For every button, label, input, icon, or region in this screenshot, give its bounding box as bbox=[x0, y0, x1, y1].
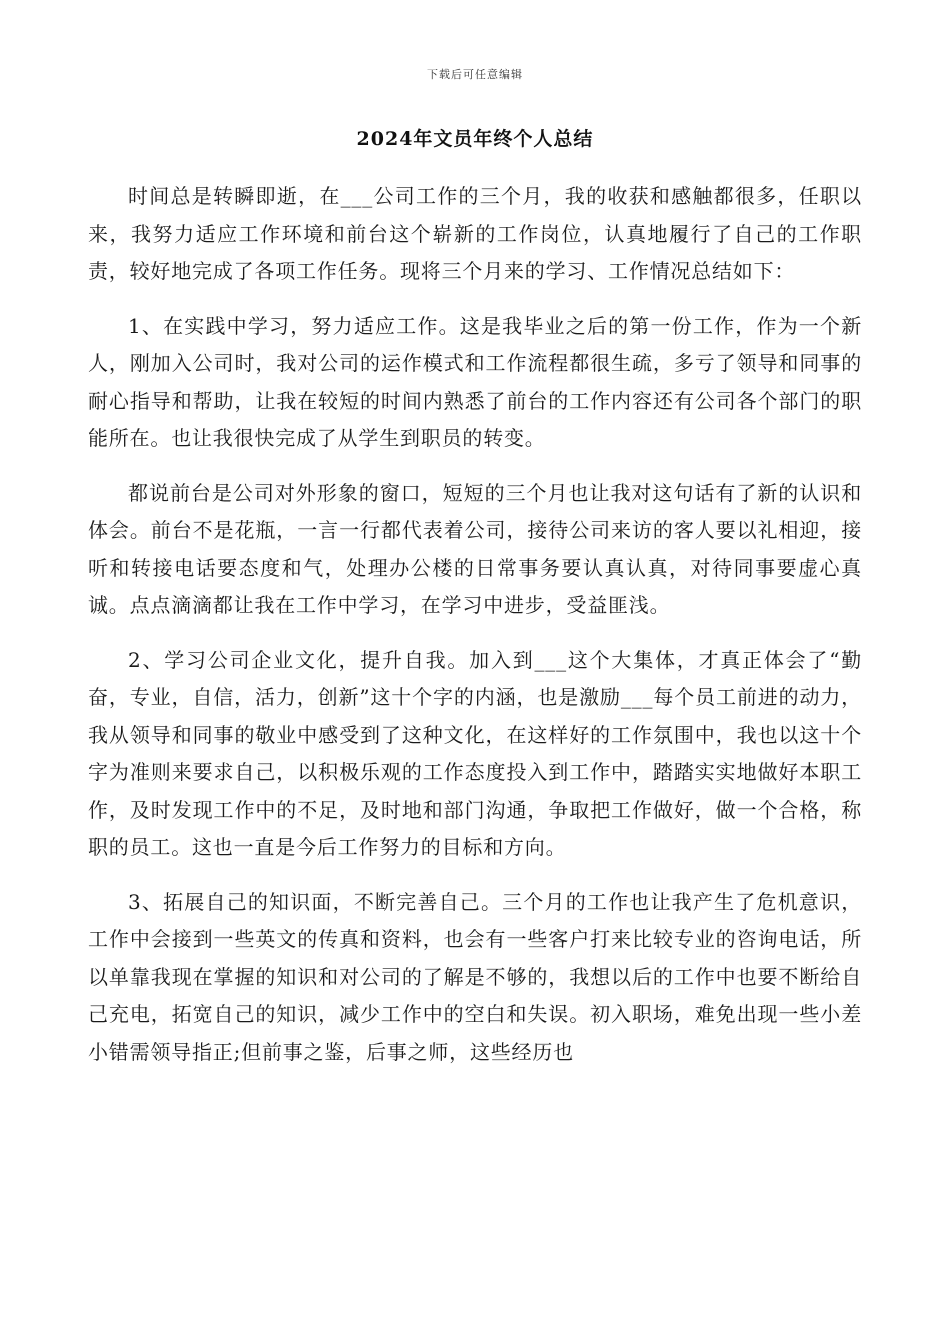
document-body bbox=[88, 178, 862, 1088]
paragraph-section-3: 3、拓展自己的知识面，不断完善自己。三个月的工作也让我产生了危机意识，工作中会接到一些英文的传真和资料，也会有一些客户打来比较专业的咨询电话，所以单靠我现在掌握的知识和对公司的了解是不够的，我想以后的工作中也要不断给自己充电，拓宽自己的知识，减少工作中的空白和失误。初入职场，难免出现一些小差小错需领导指正;但前事之鉴，后事之师，这些经历也 bbox=[88, 889, 862, 1064]
paragraph-reception: 都说前台是公司对外形象的窗口，短短的三个月也让我对这句话有了新的认识和体会。前台不是花瓶，一言一行都代表着公司，接待公司来访的客人要以礼相迎，接听和转接电话要态度和气，处理办公楼的日常事务要认真认真，对待同事要虚心真诚。点点滴滴都让我在工作中学习，在学习中进步，受益匪浅。 bbox=[88, 480, 862, 617]
document-title: 2024年文员年终个人总结 bbox=[356, 128, 594, 150]
paragraph-intro: 时间总是转瞬即逝，在___公司工作的三个月，我的收获和感触都很多，任职以来，我努力适应工作环境和前台这个崭新的工作岗位，认真地履行了自己的工作职责，较好地完成了各项工作任务。现将三个月来的学习、工作情况总结如下： bbox=[88, 184, 862, 283]
paragraph-section-2: 2、学习公司企业文化，提升自我。加入到___这个大集体，才真正体会了“勤奋，专业，自信，活力，创新”这十个字的内涵，也是激励___每个员工前进的动力，我从领导和同事的敬业中感受到了这种文化，在这样好的工作氛围中，我也以这十个字为准则来要求自己，以积极乐观的工作态度投入到工作中，踏踏实实地做好本职工作，及时发现工作中的不足，及时地和部门沟通，争取把工作做好，做一个合格，称职的员工。这也一直是今后工作努力的目标和方向。 bbox=[88, 647, 862, 859]
paragraph-section-1: 1、在实践中学习，努力适应工作。这是我毕业之后的第一份工作，作为一个新人，刚加入公司时，我对公司的运作模式和工作流程都很生疏，多亏了领导和同事的耐心指导和帮助，让我在较短的时间内熟悉了前台的工作内容还有公司各个部门的职能所在。也让我很快完成了从学生到职员的转变。 bbox=[88, 313, 862, 450]
header-note: 下载后可任意编辑 bbox=[427, 68, 523, 81]
